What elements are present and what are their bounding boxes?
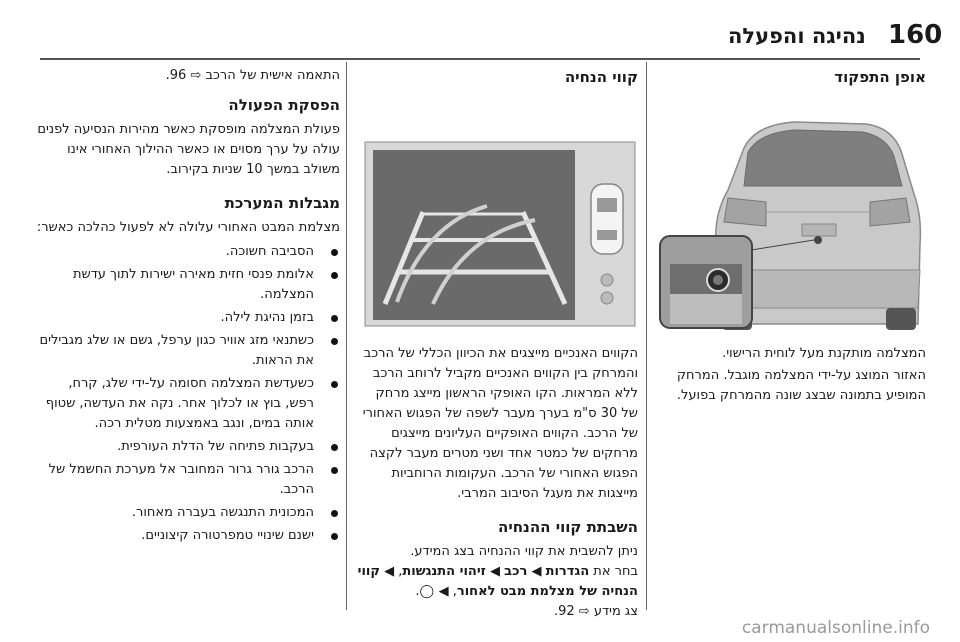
column-divider — [646, 62, 647, 610]
menu-rear-camera-guidelines: קווי הנחיה של מצלמת מבט לאחור — [357, 564, 638, 599]
list-item: ישנם שינויי טמפרטורה קיצוניים. — [36, 526, 340, 546]
list-item: כשתנאי מזג אוויר כגון ערפל, גשם או שלג מגבילים את הראות. — [36, 331, 340, 371]
section-title-operation: אופן התפקוד — [834, 68, 926, 86]
camera-mount-caption: המצלמה מותקנת מעל לוחית הרישוי. — [722, 346, 926, 361]
guideline-display-drawing — [355, 94, 638, 334]
section-title-deactivation: הפסקת הפעולה — [228, 96, 340, 114]
page-header — [0, 0, 960, 60]
list-item: הרכב גורר גרור המחובר אל מערכת החשמל של הרכב. — [36, 460, 340, 500]
toggle-icon: ◀ ◯ — [419, 584, 449, 599]
menu-path-text: בחר את הגדרות ◀ רכב ◀ זיהוי התנגשות, ◀ קווי הנחיה של מצלמת מבט לאחור, ◀ ◯. — [357, 564, 638, 599]
section-title-guidelines: קווי הנחיה — [564, 68, 638, 86]
chapter-title: נהיגה והפעלה — [728, 24, 866, 48]
limitations-list — [36, 242, 340, 546]
list-item: בזמן נהיגת לילה. — [36, 308, 340, 328]
list-item: בעקבות פתיחה של הדלת העורפית. — [36, 437, 340, 457]
list-item: אלומת פנסי חזית מאירה ישירות לתוך עדשת המצלמה. — [36, 265, 340, 305]
menu-settings: הגדרות — [545, 564, 590, 579]
limitations-intro: מצלמת המבט האחורי עלולה לא לפעול כהלכה כאשר: — [36, 220, 340, 235]
info-display-reference: צג מידע ⇨ 92. — [553, 604, 638, 619]
header-rule — [40, 58, 920, 60]
page-number: 160 — [888, 20, 943, 50]
column-deactivation — [36, 62, 340, 549]
section-title-system-limitations: מגבלות המערכת — [224, 194, 340, 212]
personalization-reference: התאמה אישית של הרכב ⇨ 96. — [165, 68, 340, 83]
arrow-icon: ◀ — [384, 564, 399, 579]
camera-display-illustration — [355, 94, 638, 334]
column-guidelines — [355, 62, 638, 622]
disable-guidelines-text: ניתן להשבית את קווי ההנחיה בצג המידע. — [410, 544, 638, 559]
car-rear-drawing — [656, 94, 926, 334]
camera-range-text: האזור המוצג על-ידי המצלמה מוגבל. המרחק המופיע בתמונה שבצג שונה מהמרחק בפועל. — [676, 368, 926, 403]
list-item: המכונית התנגשה בעברה מאחור. — [36, 503, 340, 523]
deactivation-text: פעולת המצלמה מופסקת כאשר מהירות הנסיעה לפנים עולה על ערך מסוים או כאשר ההילוך האחורי אינו משולב במשך 10 שניות בקירוב. — [37, 122, 340, 177]
column-divider — [346, 62, 347, 610]
column-operation — [656, 62, 926, 406]
arrow-icon: ◀ — [531, 564, 546, 579]
guidelines-description: הקווים האנכיים מייצגים את הכיוון הכללי של הרכב והמרחק בין הקווים האנכיים מקביל לרוחב הרכב ללא המראות. הקו האופקי הראשון מייצג מרחק של 30 ס"מ בערך מעבר לשפה של הפגוש האחורי של הרכב. הקווים האופקיים העליונים מייצגים מרחקים של כמטר אחד ושני מטרים מעבר לקצה הפגוש האחורי של הרכב. העקומות הרוחביות מייצגות את מעגל הסיבוב המרבי. — [362, 346, 638, 501]
section-title-disable-guidelines: השבתת קווי ההנחיה — [498, 518, 638, 536]
rear-camera-illustration — [656, 94, 926, 334]
list-item: כשעדשת המצלמה חסומה על-ידי שלג, קרח, רפש, בוץ או לכלוך אחר. נקה את העדשה, שטוף אותה במים, ונגב באמצעות מטלית רכה. — [36, 374, 340, 434]
arrow-icon: ◀ — [490, 564, 505, 579]
menu-collision-detection: זיהוי התנגשות — [402, 564, 486, 579]
watermark: carmanualsonline.info — [741, 618, 930, 638]
menu-vehicle: רכב — [504, 564, 528, 579]
list-item: הסביבה חשוכה. — [36, 242, 340, 262]
